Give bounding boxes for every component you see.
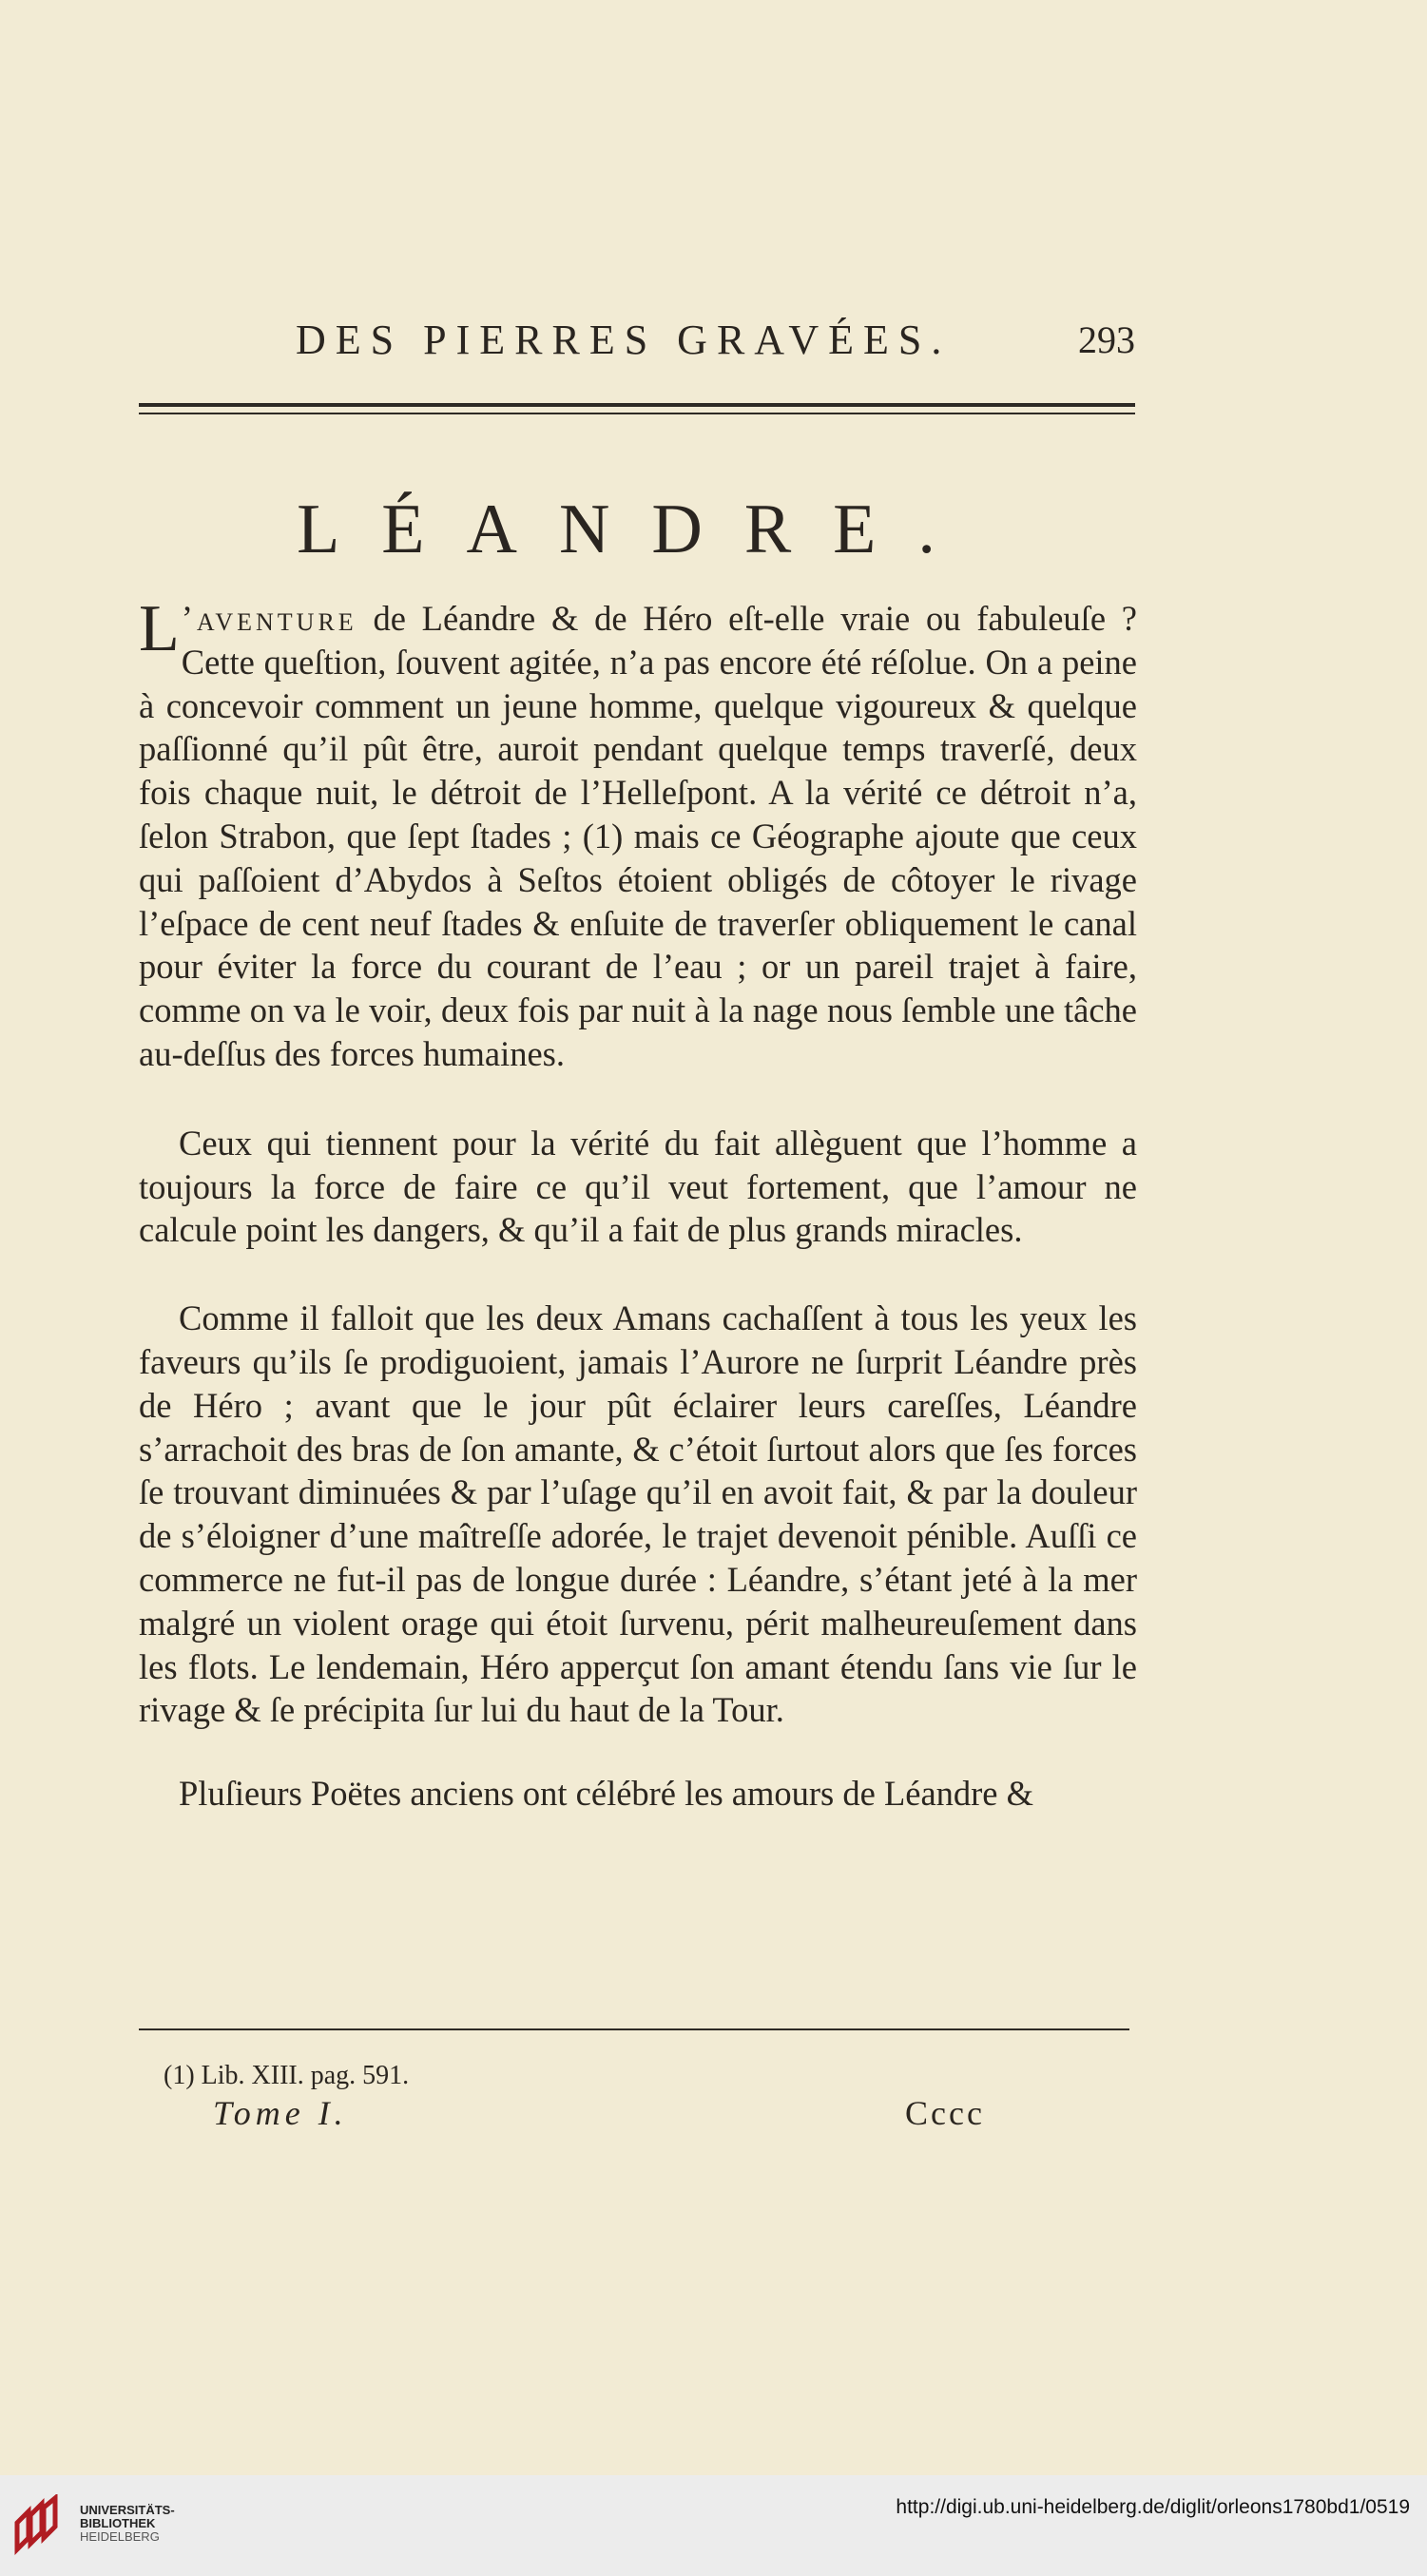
paragraph-2: Ceux qui tiennent pour la vérité du fait allèguent que l’homme a toujours la force de faire ce qu’il veut fortement, que l’amour ne calcule point les dangers, & qu’il a fait de plus grands miracles.	[139, 1123, 1137, 1250]
body-text	[139, 592, 1137, 1816]
paragraph-4: Pluſieurs Poëtes anciens ont célébré les amours de Léandre &	[179, 1774, 1034, 1814]
volume-label: Tome I.	[213, 2094, 348, 2132]
institution-line-2: BIBLIOTHEK	[80, 2516, 156, 2530]
small-caps-opening: ’aventure	[181, 599, 357, 638]
permalink[interactable]: http://digi.ub.uni-heidelberg.de/diglit/orleons1780bd1/0519	[896, 2496, 1410, 2518]
paragraph-1	[139, 592, 1137, 1076]
running-title: DES PIERRES GRAVÉES.	[296, 317, 952, 363]
footnote-rule	[139, 2028, 1129, 2030]
signature-mark: Cccc	[905, 2094, 985, 2132]
paragraph-3: Comme il falloit que les deux Amans cachaſſent à tous les yeux les faveurs qu’ils ſe prodiguoient, jamais l’Aurore ne ſurprit Léandre près de Héro ; avant que le jour pût éclairer leurs careſſes, Léandre s’arrachoit des bras de ſon amante, & c’étoit ſurtout alors que ſes forces ſe trouvant diminuées & par l’uſage qu’il en avoit fait, & par la douleur de s’éloigner d’une maîtreſſe adorée, le trajet devenoit pénible. Auſſi ce commerce ne fut-il pas de longue durée : Léandre, s’étant jeté à la mer malgré un violent orage qui étoit ſurvenu, périt malheureuſement dans les flots. Le lendemain, Héro apperçut ſon amant étendu ſans vie ſur le rivage & ſe précipita ſur lui du haut de la Tour.	[139, 1298, 1137, 1730]
page-number: 293	[1078, 318, 1135, 361]
drop-cap: L	[139, 592, 180, 665]
page-header	[139, 316, 1135, 373]
paragraph-1-text: de Léandre & de Héro eſt-elle vraie ou fabuleuſe ? Cette queſtion, ſouvent agitée, n’a pas encore été réſolue. On a peine à concevoir comment un jeune homme, quelque vigoureux & quelque paſſionné qu’il pût être, auroit pendant quelque temps traverſé, deux fois chaque nuit, le détroit de l’Helleſpont. A la vérité ce détroit n’a, ſelon Strabon, que ſept ſtades ; (1) mais ce Géographe ajoute que ceux qui paſſoient d’Abydos à Seſtos étoient obligés de côtoyer le rivage l’eſpace de cent neuf ſtades & enſuite de traverſer obliquement le canal pour éviter la force du courant de l’eau ; or un pareil trajet à faire, comme on va le voir, deux fois par nuit à la nage nous ſemble une tâche au-deſſus des forces humaines.	[139, 599, 1137, 1073]
institution-line-3: HEIDELBERG	[80, 2529, 160, 2544]
institution-name	[80, 2504, 175, 2544]
library-logo-icon[interactable]	[11, 2494, 72, 2555]
section-title: LÉANDRE.	[297, 490, 977, 568]
footnote: (1) Lib. XIII. pag. 591.	[164, 2061, 410, 2090]
viewer-footer	[0, 2475, 1427, 2576]
header-rule	[139, 403, 1135, 414]
institution-line-1: UNIVERSITÄTS-	[80, 2503, 175, 2517]
